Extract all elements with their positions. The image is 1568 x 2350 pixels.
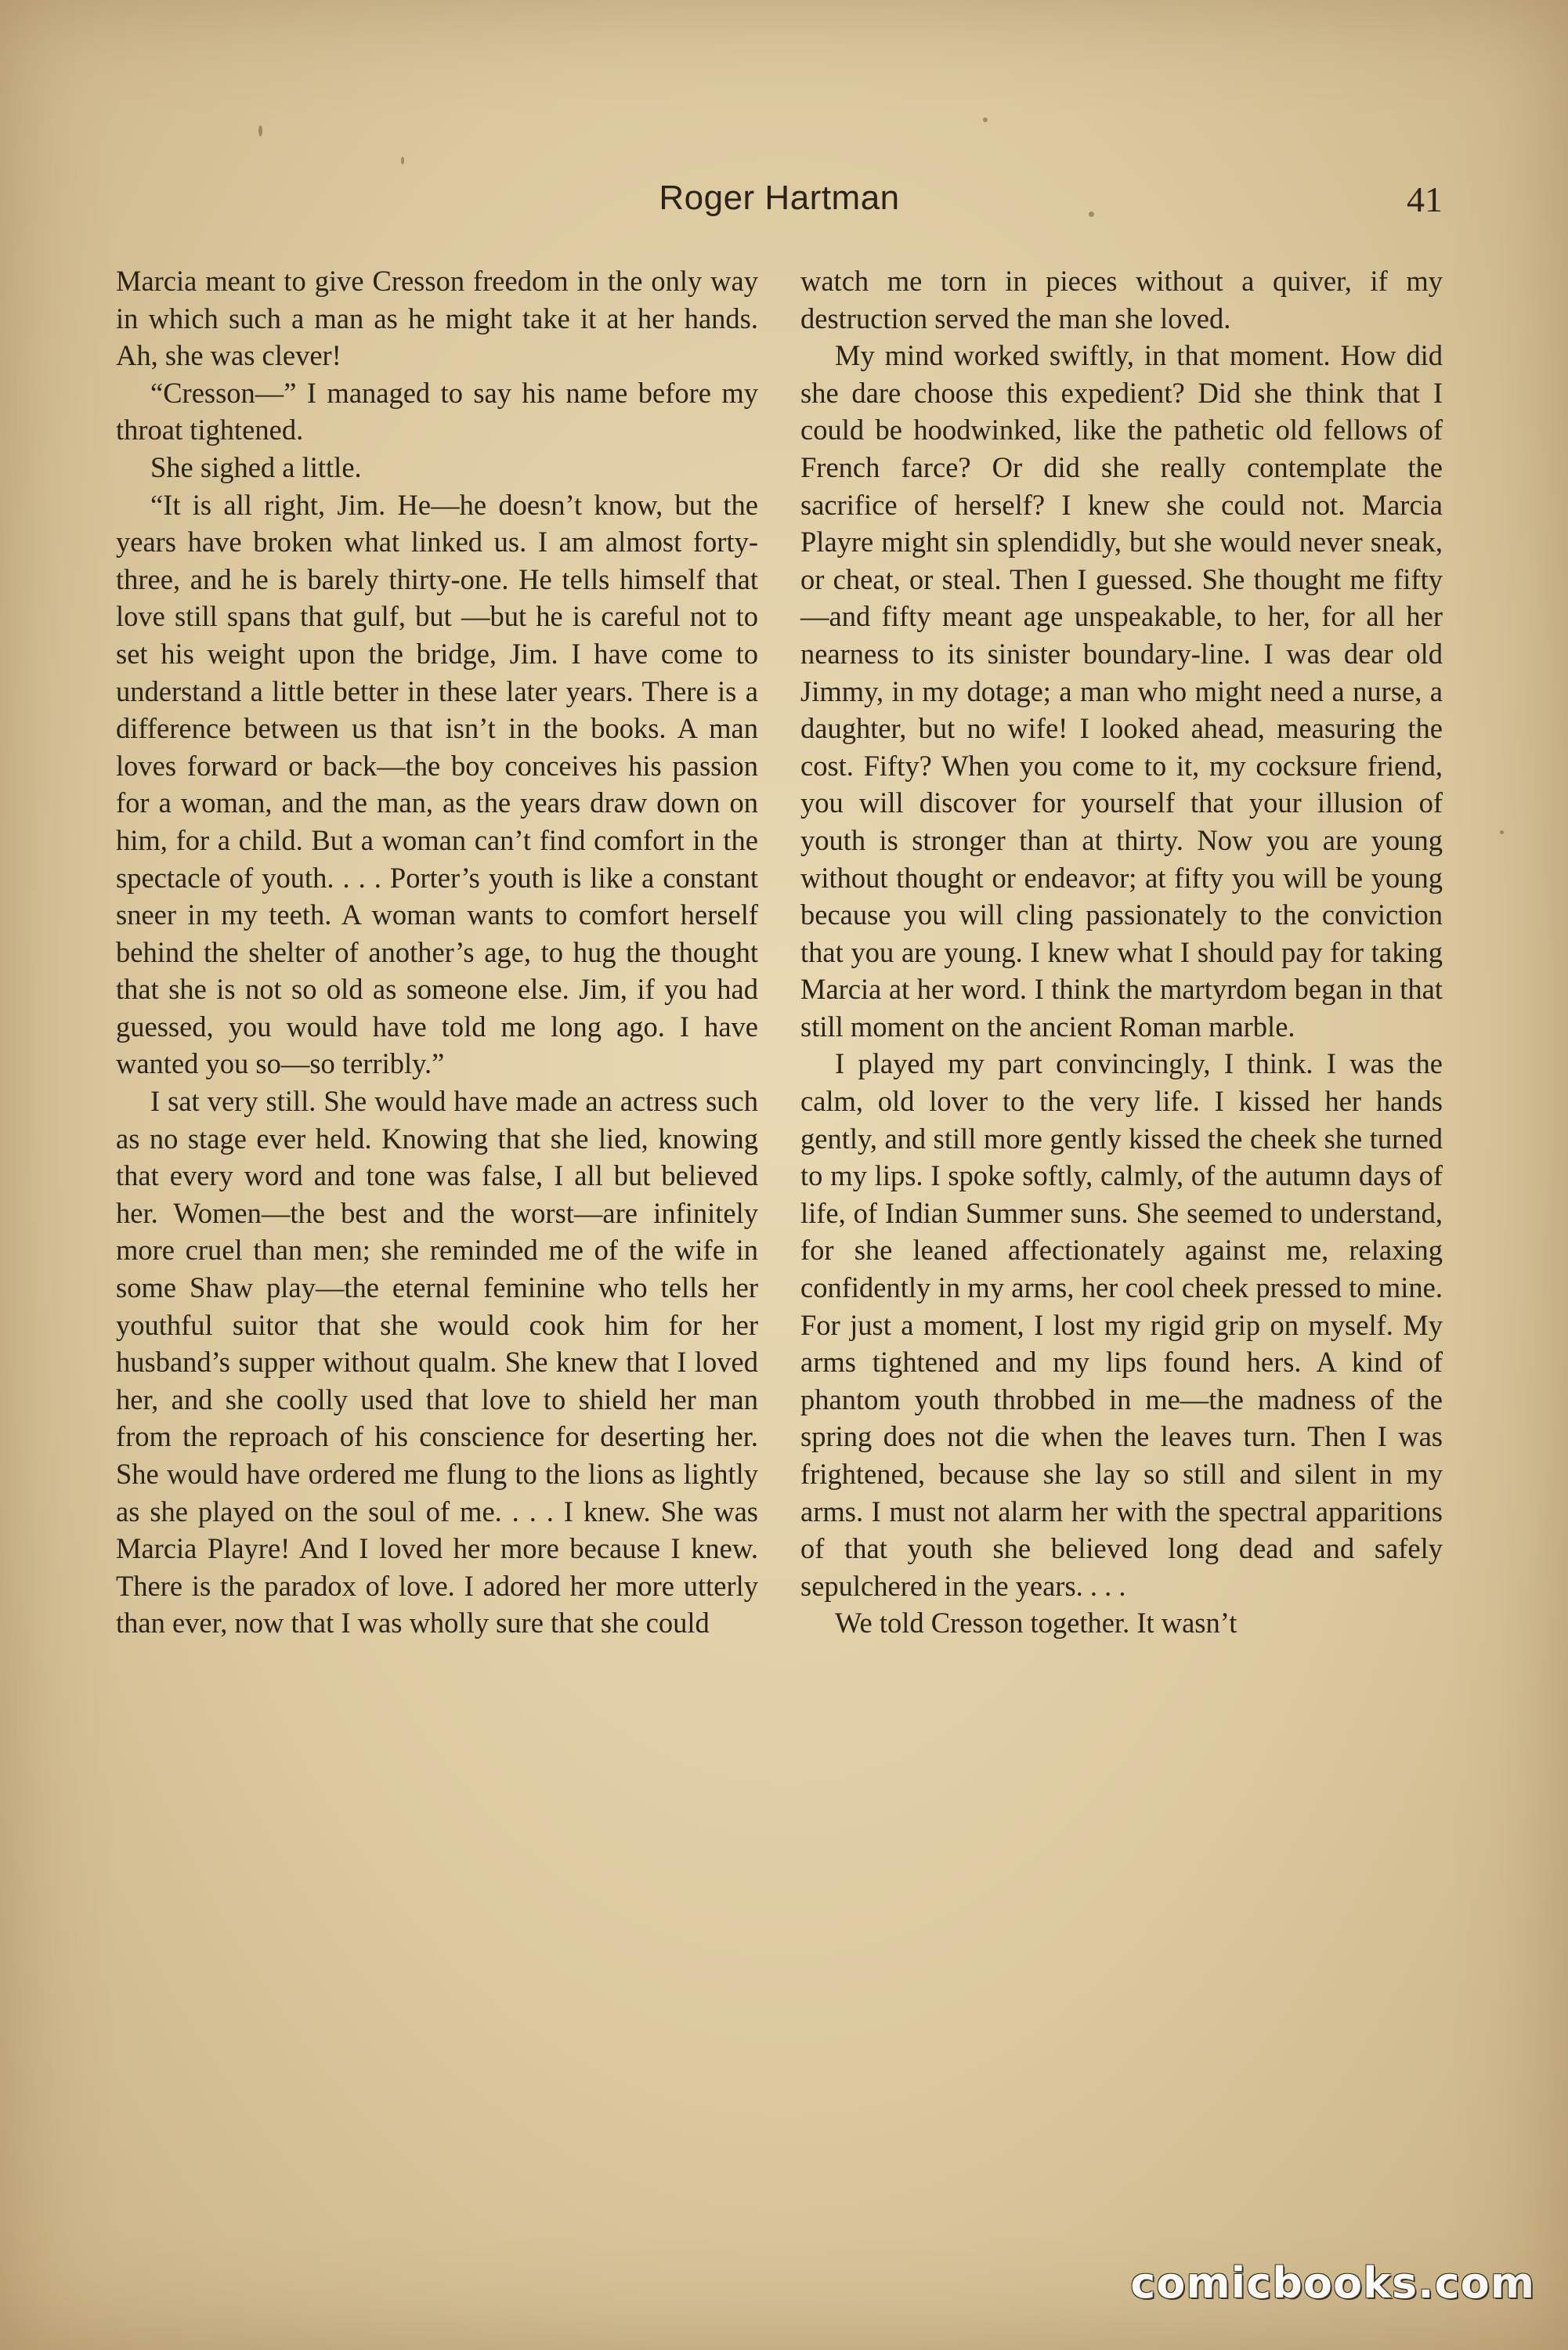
paragraph: watch me torn in pieces without a quiver, if my destruction served the man she loved. <box>800 265 1443 334</box>
paragraph: We told Cresson together. It wasn’t <box>835 1607 1237 1640</box>
paragraph: I sat very still. She would have made an actress such as no stage ever held. Knowing that she lied, knowing that every word and tone was false, I all but believed her. Women—the best and the worst—are infinitely more cruel than men; she reminded me of the wife in some Shaw play—the eternal feminine who tells her youthful suitor that she would cook him for her husband’s supper without qualm. She knew that I loved her, and she coolly used that love to shield her man from the reproach of his conscience for deserting her. She would have ordered me flung to the lions as lightly as she played on the soul of me. . . . I knew. She was Marcia Playre! And I loved her more because I knew. There is the paradox of love. I adored her more utterly than ever, now that I was wholly sure that she could <box>116 1085 758 1640</box>
left-column <box>116 262 758 1642</box>
paper-speck <box>401 157 404 164</box>
paragraph: “It is all right, Jim. He—he doesn’t know, but the years have broken what linked us. I am almost forty-three, and he is barely thirty-one. He tells himself that love still spans that gulf, but —but he is careful not to set his weight upon the bridge, Jim. I have come to understand a little better in these later years. There is a difference between us that isn’t in the books. A man loves forward or back—the boy conceives his passion for a woman, and the man, as the years draw down on him, for a child. But a woman can’t find comfort in the spectacle of youth. . . . Porter’s youth is like a constant sneer in my teeth. A woman wants to comfort herself behind the shelter of another’s age, to hug the thought that she is not so old as someone else. Jim, if you had guessed, you would have told me long ago. I have wanted you so—so terribly.” <box>116 488 758 1080</box>
paragraph: Marcia meant to give Cresson freedom in the only way in which such a man as he might take it at her hands. Ah, she was clever! <box>116 265 758 372</box>
right-column <box>800 262 1443 1642</box>
paragraph: “Cresson—” I managed to say his name before my throat tightened. <box>116 376 758 446</box>
page-number: 41 <box>1407 179 1443 219</box>
paragraph: My mind worked swiftly, in that moment. How did she dare choose this expedient? Did she think that I could be hoodwinked, like the pathetic old fellows of French farce? Or did she really contemplate the sacrifice of herself? I knew she could not. Marcia Playre might sin splendidly, but she would never sneak, or cheat, or steal. Then I guessed. She thought me fifty—and fifty meant age unspeakable, to her, for all her nearness to its sinister boundary-line. I was dear old Jimmy, in my dotage; a man who might need a nurse, a daughter, but no wife! I looked ahead, measuring the cost. Fifty? When you come to it, my cocksure friend, you will discover for yourself that your illusion of youth is stronger than at thirty. Now you are young without thought or endeavor; at fifty you will be young because you will cling passionately to the conviction that you are young. I knew what I should pay for taking Marcia at her word. I think the martyrdom began in that still moment on the ancient Roman marble. <box>800 339 1443 1043</box>
watermark: comicbooks.com <box>1130 2258 1535 2308</box>
paper-speck <box>983 118 988 122</box>
paper-speck <box>258 125 262 136</box>
paper-speck <box>1089 212 1094 217</box>
running-title: Roger Hartman <box>659 179 900 217</box>
paragraph: I played my part convincingly, I think. I was the calm, old lover to the very life. I kissed her hands gently, and still more gently kissed the cheek she turned to my lips. I spoke softly, calmly, of the autumn days of life, of Indian Summer suns. She seemed to understand, for she leaned affectionately against me, relaxing confidently in my arms, her cool cheek pressed to mine. For just a moment, I lost my rigid grip on myself. My arms tightened and my lips found hers. A kind of phantom youth throbbed in me—the madness of the spring does not die when the leaves turn. Then I was frightened, because she lay so still and silent in my arms. I must not alarm her with the spectral apparitions of that youth she believed long dead and safely sepulchered in the years. . . . <box>800 1047 1443 1602</box>
paper-speck <box>1500 830 1504 834</box>
paragraph: She sighed a little. <box>150 450 362 483</box>
running-head <box>116 179 1443 233</box>
